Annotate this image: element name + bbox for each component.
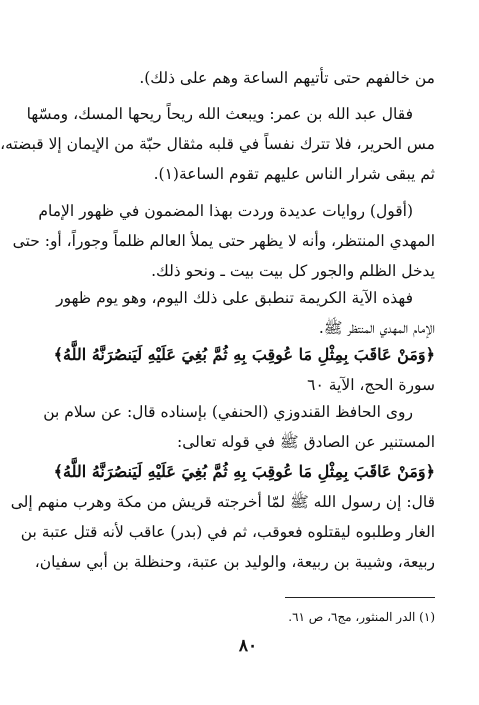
text-line: المستنير عن الصادق ﷺ في قوله تعالى:	[176, 433, 435, 451]
paragraph-qandoozi	[10, 397, 435, 577]
body-text	[61, 63, 435, 93]
paragraph-ibn-umar	[0, 99, 435, 189]
text-line: مس الحرير، فلا تترك نفساً في قلبه مثقال حبّة من الإيمان إلا قبضته،	[0, 135, 435, 153]
quran-verse: ﴿وَمَنْ عَاقَبَ بِمِثْلِ مَا عُوقِبَ بِهِ ثُمَّ بُغِيَ عَلَيْهِ لَيَنصُرَنَّهُ اللَّهُ﴾	[53, 462, 435, 481]
text-line: ثم يبقى شرار الناس عليهم تقوم الساعة(١).	[153, 165, 435, 183]
text-line: ربيعة، وشيبة بن ربيعة، والوليد بن عتبة، وحنظلة بن أبي سفيان،	[34, 553, 435, 571]
footnote: (١) الدر المنثور، مج٦، ص ٦١.	[288, 610, 435, 624]
text-line: الإمام المهدي المنتظر ﷺ.	[318, 319, 435, 337]
paragraph-aqool	[12, 196, 435, 286]
text-line: (أقول) روايات عديدة وردت بهذا المضمون في ظهور الإمام	[38, 202, 413, 220]
verse-reference: سورة الحج، الآية ٦٠	[307, 376, 435, 394]
text-line: فقال عبد الله بن عمر: ويبعث الله ريحاً ريحها المسك، ومسّها	[26, 105, 413, 123]
text-line: فهذه الآية الكريمة تنطبق على ذلك اليوم، وهو يوم ظهور	[56, 289, 413, 307]
footnote-divider	[285, 597, 435, 598]
paragraph-verse-application	[56, 283, 435, 343]
text-line: الغار وطلبوه ليقتلوه فعوقب، ثم في (بدر) عاقب لأنه قتل عتبة بن	[20, 523, 435, 541]
text-line: قال: إن رسول الله ﷺ لمّا أخرجته قريش من مكة وهرب منهم إلى	[10, 493, 435, 511]
quran-verse: ﴿وَمَنْ عَاقَبَ بِمِثْلِ مَا عُوقِبَ بِهِ ثُمَّ بُغِيَ عَلَيْهِ لَيَنصُرَنَّهُ اللَّهُ﴾	[53, 345, 435, 364]
quran-verse-block	[53, 340, 435, 400]
text-line: المهدي المنتظر، وأنه لا يظهر حتى يملأ العالم ظلماً وجوراً، أو: حتى	[12, 232, 435, 250]
text-line: يدخل الظلم والجور كل بيت بيت ـ ونحو ذلك.	[151, 262, 435, 280]
text-line: روى الحافظ القندوزي (الحنفي) بإسناده قال: عن سلام بن	[43, 403, 413, 421]
page-number: ٨٠	[238, 636, 258, 656]
text-line: من خالفهم حتى تأتيهم الساعة وهم على ذلك).	[139, 69, 435, 87]
